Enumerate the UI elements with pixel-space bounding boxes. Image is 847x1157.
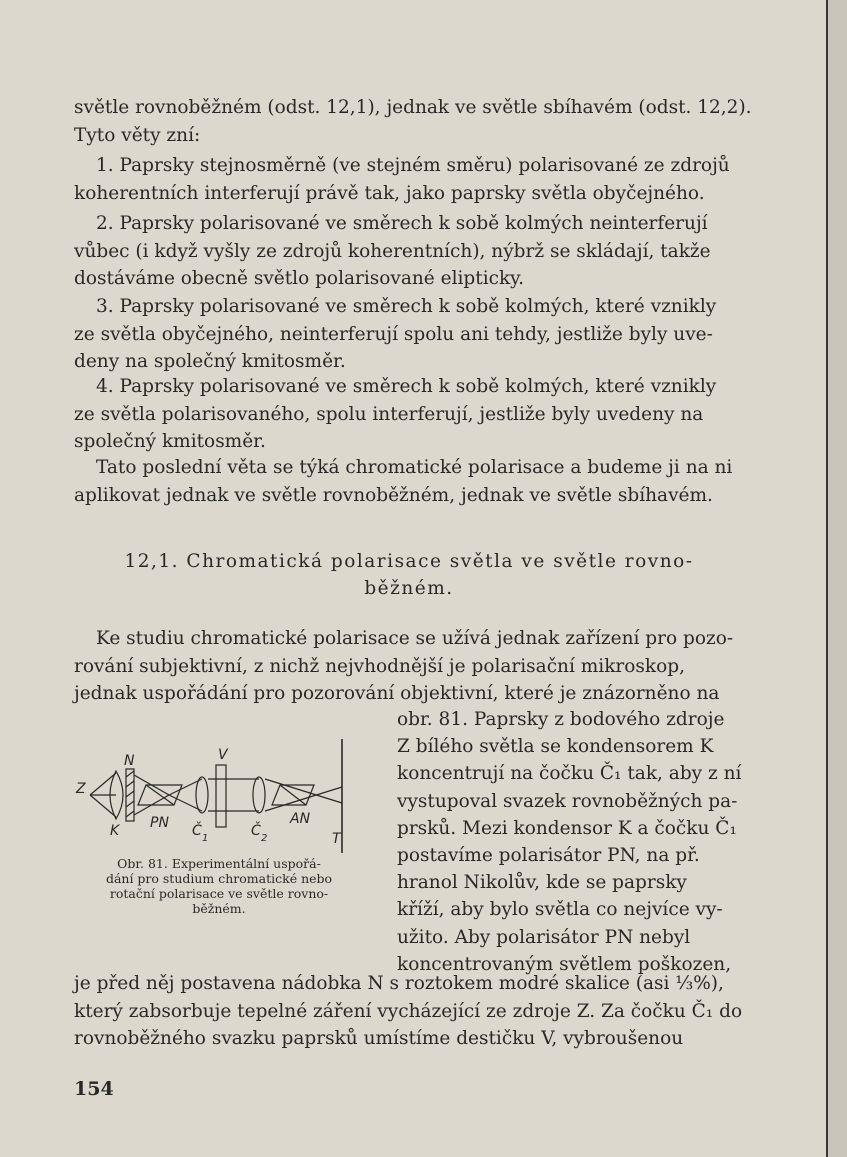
wrapped-text-column [397, 706, 743, 978]
label-an: AN [290, 811, 311, 827]
text-line: Ke studiu chromatické polarisace se užívá jednak zařízení pro pozo- [96, 628, 734, 649]
label-n: N [124, 753, 135, 769]
text-line: koncentrovaným světlem poškozen, [397, 953, 732, 975]
text-line: dostáváme obecně světlo polarisované elipticky. [74, 268, 525, 289]
rule-2 [74, 210, 744, 293]
plate [216, 765, 226, 827]
caption-line: běžném. [192, 901, 246, 916]
label-c1-sub: 1 [202, 833, 209, 844]
label-v: V [218, 747, 228, 763]
label-c2-sub: 2 [261, 833, 268, 844]
text-line: společný kmitosměr. [74, 431, 266, 452]
heading-line: běžném. [364, 578, 454, 599]
bottom-paragraph [74, 970, 744, 1053]
heading-line: 12,1. Chromatická polarisace světla ve světle rovno- [124, 551, 694, 572]
text-line: prsků. Mezi kondensor K a čočku Č₁ [397, 817, 737, 839]
text-line: ze světla obyčejného, neinterferují spolu ani tehdy, jestliže byly uve- [74, 323, 713, 345]
label-c2: Č [251, 823, 261, 839]
text-line: postavíme polarisátor PN, na př. [397, 845, 700, 867]
label-t: T [332, 831, 341, 847]
intro-paragraph [74, 94, 752, 149]
optical-setup-figure [74, 735, 364, 860]
text-line: ze světla polarisovaného, spolu interferují, jestliže byly uvedeny na [74, 403, 704, 425]
text-line: rovnoběžného svazku paprsků umístíme destičku V, vybroušenou [74, 1028, 684, 1049]
text-line: koherentních interferují právě tak, jako paprsky světla obyčejného. [74, 182, 705, 204]
text-line: který zabsorbuje tepelné záření vycházející ze zdroje Z. Za čočku Č₁ do [74, 1000, 743, 1022]
lens-c1 [196, 777, 208, 813]
caption-line: rotační polarisace ve světle rovno- [109, 886, 329, 901]
caption-line: Obr. 81. Experimentální uspořá- [117, 856, 321, 871]
text-line: rování subjektivní, z nichž nejvhodnější je polarisační mikroskop, [74, 655, 685, 677]
text-line: vůbec (i když vyšly ze zdrojů koherentních), nýbrž se skládají, takže [74, 240, 711, 262]
closing-paragraph [74, 454, 744, 509]
text-line: je před něj postavena nádobka N s roztokem modré skalice (asi ⅓%), [74, 973, 724, 994]
text-line: deny na společný kmitosměr. [74, 351, 346, 372]
figure-caption [74, 856, 364, 916]
rule-1 [74, 152, 744, 207]
text-line: vystupoval svazek rovnoběžných pa- [397, 790, 738, 812]
text-line: 1. Paprsky stejnosměrně (ve stejném směru) polarisované ze zdrojů [96, 155, 730, 176]
section-heading [74, 548, 744, 602]
text-line: Tato poslední věta se týká chromatické polarisace a budeme ji na ni [96, 457, 733, 478]
rule-4 [74, 373, 744, 456]
label-k: K [110, 823, 120, 839]
text-line: Tyto věty zní: [74, 124, 201, 146]
text-line: Z bílého světla se kondensorem K [397, 736, 714, 758]
caption-line: dání pro studium chromatické nebo [105, 871, 333, 886]
lens-c2 [253, 777, 265, 813]
text-line: obr. 81. Paprsky z bodového zdroje [397, 709, 725, 730]
text-line: užito. Aby polarisátor PN nebyl [397, 926, 691, 948]
label-c1: Č [192, 823, 202, 839]
text-line: světle rovnoběžném (odst. 12,1), jednak ve světle sbíhavém (odst. 12,2). [74, 97, 752, 118]
text-line: kříží, aby bylo světla co nejvíce vy- [397, 899, 723, 921]
text-line: 2. Paprsky polarisované ve směrech k sobě kolmých neinterferují [96, 213, 708, 234]
page-number: 154 [74, 1078, 114, 1100]
rule-3 [74, 293, 744, 376]
text-line: aplikovat jednak ve světle rovnoběžném, jednak ve světle sbíhavém. [74, 484, 713, 506]
text-line: hranol Nikolův, kde se paprsky [397, 872, 687, 894]
text-line: jednak uspořádání pro pozorování objektivní, které je znázorněno na [74, 683, 720, 704]
label-pn: PN [150, 815, 169, 831]
page-edge [826, 0, 847, 1157]
section-paragraph [74, 625, 744, 708]
text-line: koncentrují na čočku Č₁ tak, aby z ní [397, 763, 742, 785]
text-line: 4. Paprsky polarisované ve směrech k sobě kolmých, které vznikly [96, 376, 717, 397]
label-z: Z [76, 781, 86, 797]
text-line: 3. Paprsky polarisované ve směrech k sobě kolmých, které vznikly [96, 296, 717, 317]
